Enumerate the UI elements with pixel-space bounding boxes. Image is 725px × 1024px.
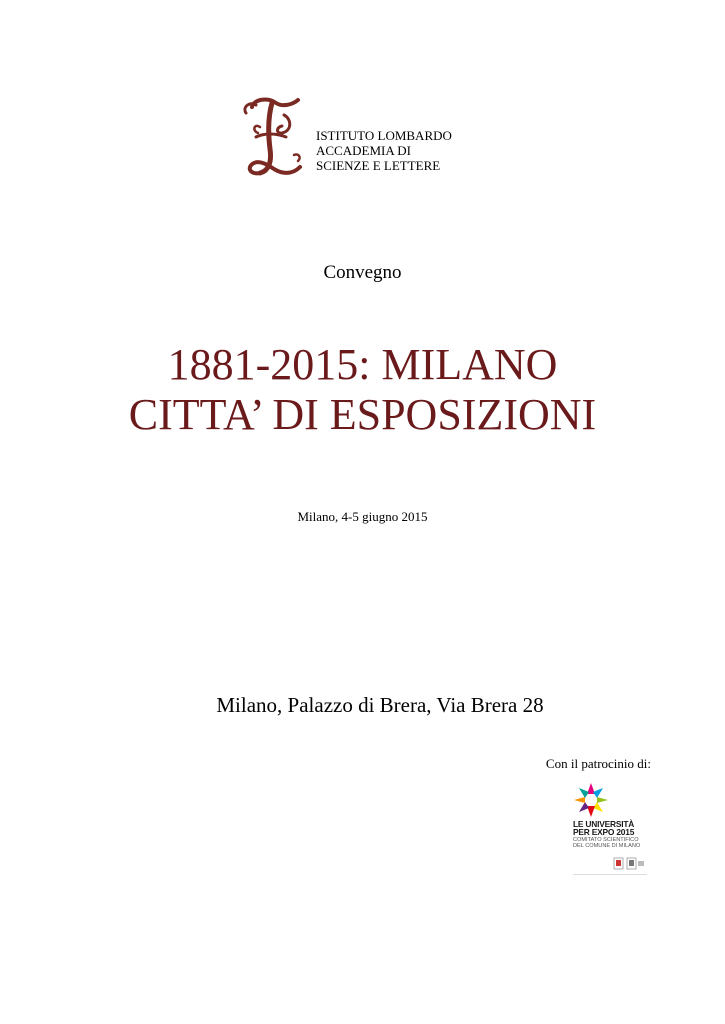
main-title-line-1: 1881-2015: MILANO: [167, 340, 558, 389]
event-type: Convegno: [323, 262, 402, 283]
patron-logo-subline-1: COMITATO SCIENTIFICO: [573, 837, 639, 843]
institute-name: [316, 128, 452, 173]
municipal-crests-icon: [613, 856, 645, 870]
institute-name-line-3: SCIENZE E LETTERE: [316, 158, 441, 173]
main-title-line-2: CITTA’ DI ESPOSIZIONI: [128, 390, 597, 439]
patron-logo-subline-2: DEL COMUNE DI MILANO: [573, 843, 641, 849]
patron-logo-line-1: LE UNIVERSITÀ: [573, 819, 635, 829]
main-title: [0, 340, 725, 440]
patron-logo-line-2: PER EXPO 2015: [573, 827, 635, 837]
patron-logo-subtitle: [573, 837, 647, 849]
institute-monogram-logo: [238, 93, 310, 179]
institute-name-line-2: ACCADEMIA DI: [316, 143, 411, 158]
colorful-star-icon: [573, 780, 647, 820]
event-date: Milano, 4-5 giugno 2015: [297, 509, 428, 524]
patron-logo-divider: [573, 874, 647, 875]
patron-logo-title: [573, 820, 647, 836]
patronage-label: Con il patrocinio di:: [545, 756, 651, 771]
institute-name-line-1: ISTITUTO LOMBARDO: [316, 128, 452, 143]
event-venue: Milano, Palazzo di Brera, Via Brera 28: [216, 693, 544, 717]
universities-expo-logo: [573, 780, 647, 876]
